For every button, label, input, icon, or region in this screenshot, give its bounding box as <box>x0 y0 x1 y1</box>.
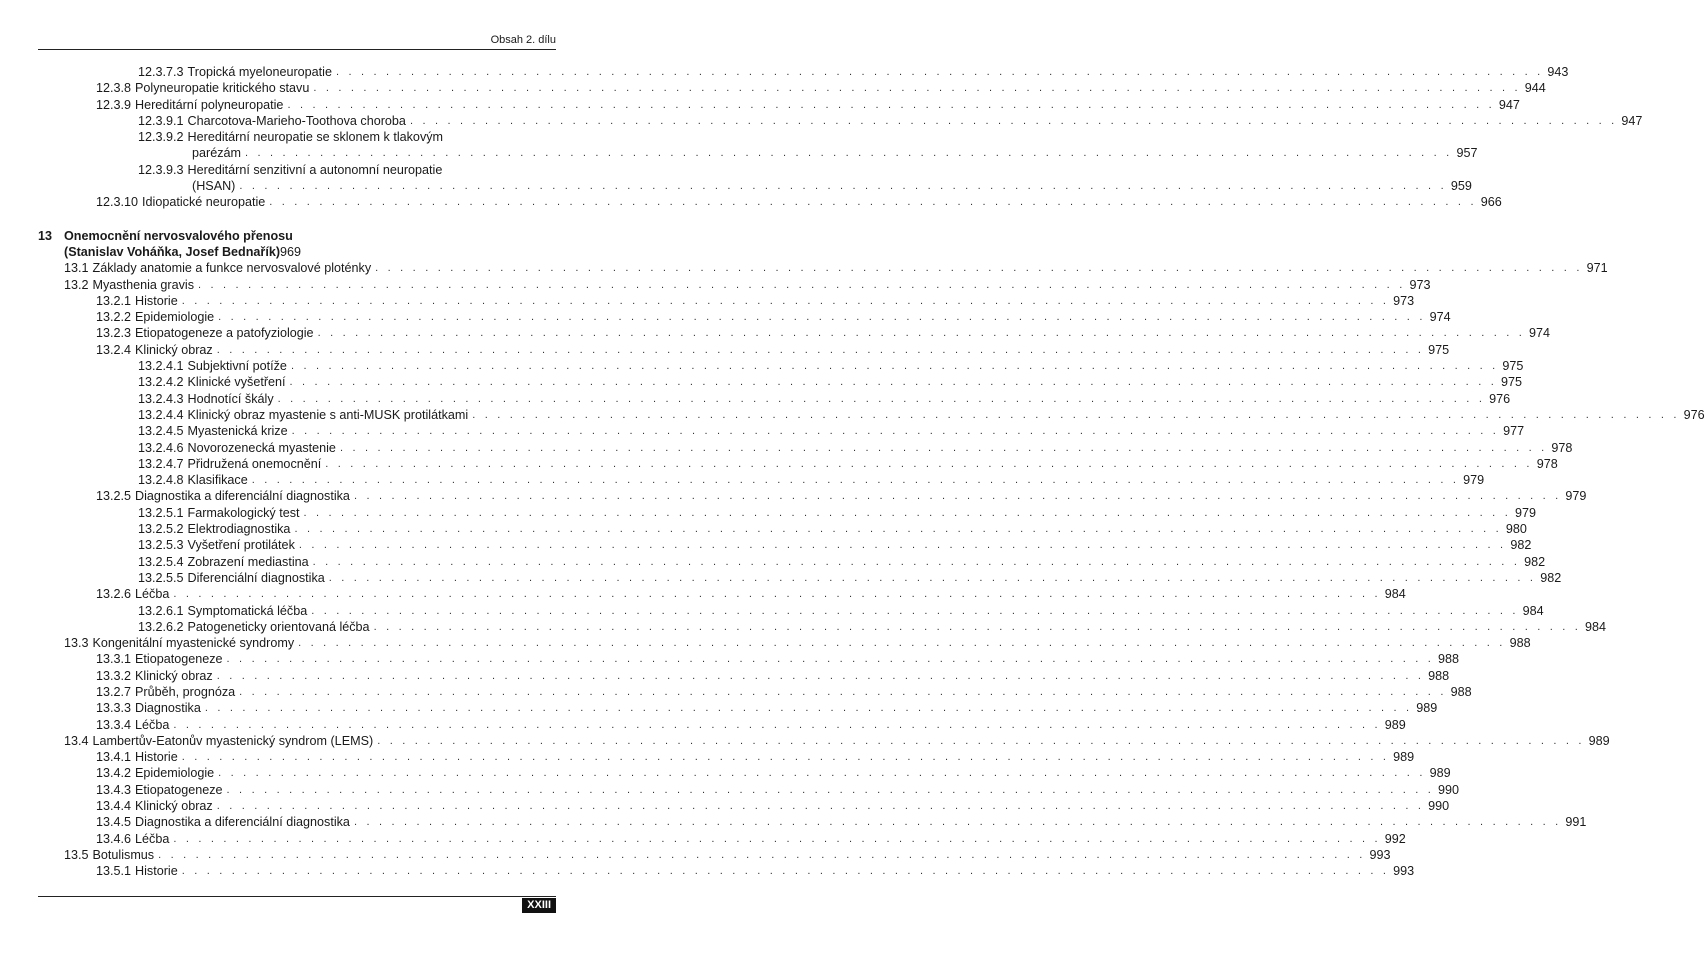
header-rule <box>38 49 556 50</box>
leader-dots <box>217 798 1424 814</box>
toc-page-number: 975 <box>1500 375 1522 390</box>
toc-number: 13.2.4.3 <box>138 391 184 406</box>
toc-entry <box>38 488 1587 504</box>
leader-dots <box>182 863 1389 879</box>
toc-title: Klinický obraz <box>135 668 213 683</box>
section-gap <box>38 211 556 228</box>
leader-dots <box>292 423 1499 439</box>
toc-number: 13.2.5.5 <box>138 570 184 585</box>
toc-page-number: 974 <box>1529 326 1551 341</box>
leader-dots <box>205 700 1412 716</box>
toc-page-number: 989 <box>1588 733 1610 748</box>
toc-page-number: 989 <box>1416 701 1438 716</box>
leader-dots <box>252 472 1459 488</box>
toc-entry <box>38 782 1459 798</box>
leader-dots <box>377 733 1584 749</box>
toc-page-number: 979 <box>1565 489 1587 504</box>
toc-entry <box>38 456 1558 472</box>
leader-dots <box>158 847 1365 863</box>
leader-dots <box>245 145 1452 161</box>
toc-entry <box>38 570 1562 586</box>
toc-number: 12.3.8 <box>96 81 132 96</box>
toc-entry-continuation <box>38 145 1478 161</box>
leader-dots <box>239 178 1446 194</box>
toc-entry <box>38 194 1502 210</box>
chapter-heading <box>38 228 556 244</box>
toc-title: Charcotova-Marieho-Toothova choroba <box>187 113 406 128</box>
toc-page-number: 988 <box>1437 652 1459 667</box>
toc-entry <box>38 603 1544 619</box>
toc-entry <box>38 847 1391 863</box>
leader-dots <box>336 64 1543 80</box>
toc-page-number: 988 <box>1428 668 1450 683</box>
footer-rule <box>38 896 556 897</box>
toc-number: 13.1 <box>64 261 89 276</box>
toc-entry <box>38 537 1532 553</box>
toc-page-number: 974 <box>1429 310 1451 325</box>
toc-entry <box>38 651 1459 667</box>
leader-dots <box>299 537 1506 553</box>
toc-page-number: 973 <box>1409 277 1431 292</box>
toc-number: 12.3.9.1 <box>138 113 184 128</box>
leader-dots <box>375 260 1582 276</box>
toc-entry <box>38 113 1643 129</box>
toc-number: 13.3.2 <box>96 668 132 683</box>
toc-title: Lambertův-Eatonův myastenický syndrom (LEMS) <box>92 733 374 748</box>
toc-number: 13.2.4.5 <box>138 424 184 439</box>
toc-page-number: 989 <box>1384 717 1406 732</box>
toc-entry <box>38 505 1536 521</box>
toc-page-number: 993 <box>1393 864 1415 879</box>
leader-dots <box>218 309 1425 325</box>
toc-title: Novorozenecká myastenie <box>187 440 336 455</box>
toc-title: Historie <box>135 750 178 765</box>
toc-page-number: 982 <box>1510 538 1532 553</box>
toc-number: 13.2.5.2 <box>138 522 184 537</box>
toc-title: Polyneuropatie kritického stavu <box>135 81 310 96</box>
toc-entry <box>38 863 1415 879</box>
leader-dots <box>313 80 1520 96</box>
toc-number: 13.2.4.7 <box>138 456 184 471</box>
toc-number: 13.3.4 <box>96 717 132 732</box>
toc-number: 13.2.3 <box>96 326 132 341</box>
leader-dots <box>239 684 1446 700</box>
leader-dots <box>218 765 1425 781</box>
toc-title: Diagnostika <box>135 701 201 716</box>
toc-number: 13.2.4.4 <box>138 407 184 422</box>
toc-page-number: 988 <box>1450 684 1472 699</box>
toc-number: 13.4.4 <box>96 799 132 814</box>
toc-entry <box>38 733 1610 749</box>
toc-page-number: 947 <box>1498 97 1520 112</box>
chapter-page-number: 969 <box>280 244 302 259</box>
toc-entry <box>38 814 1587 830</box>
leader-dots <box>198 277 1405 293</box>
toc-entry <box>38 309 1451 325</box>
toc-title: Diferenciální diagnostika <box>187 570 325 585</box>
toc-number: 13.4 <box>64 733 89 748</box>
toc-page-number: 984 <box>1522 603 1544 618</box>
toc-page-number: 982 <box>1524 554 1546 569</box>
toc-number: 13.2.4.6 <box>138 440 184 455</box>
toc-entry <box>38 684 1472 700</box>
toc-entry <box>38 407 1705 423</box>
toc-title: Klinický obraz <box>135 342 213 357</box>
toc-title: Patogeneticky orientovaná léčba <box>187 619 370 634</box>
toc-entry <box>38 162 556 178</box>
leader-dots <box>227 782 1434 798</box>
toc-entry <box>38 717 1406 733</box>
leader-dots <box>374 619 1581 635</box>
toc-entry <box>38 521 1527 537</box>
toc-number: 13.2.5.3 <box>138 538 184 553</box>
toc-title: Myasthenia gravis <box>92 277 195 292</box>
toc-entry <box>38 554 1546 570</box>
toc-page-number: 982 <box>1540 570 1562 585</box>
leader-dots <box>318 325 1525 341</box>
running-header: Obsah 2. dílu <box>490 34 556 46</box>
leader-dots <box>329 570 1536 586</box>
leader-dots <box>325 456 1532 472</box>
leader-dots <box>173 717 1380 733</box>
toc-entry <box>38 635 1531 651</box>
toc-number: 13.2.5 <box>96 489 132 504</box>
page-number-badge: XXIII <box>522 898 556 913</box>
toc-title: Hodnotící škály <box>187 391 274 406</box>
toc-number: 12.3.7.3 <box>138 65 184 79</box>
leader-dots <box>182 293 1389 309</box>
toc-title: Klasifikace <box>187 473 248 488</box>
toc-title: Epidemiologie <box>135 766 215 781</box>
toc-page-number: 979 <box>1514 505 1536 520</box>
toc-number: 13.2.1 <box>96 293 132 308</box>
toc-title: Kongenitální myastenické syndromy <box>92 636 295 651</box>
toc-title: Hereditární neuropatie se sklonem k tlakovým <box>187 130 444 145</box>
toc-title-cont: parézám <box>192 146 241 161</box>
toc-page-number: 984 <box>1585 619 1607 634</box>
toc-number: 13.5.1 <box>96 864 132 879</box>
toc-page-number: 984 <box>1384 587 1406 602</box>
toc-page-number: 989 <box>1393 750 1415 765</box>
toc-entry <box>38 423 1525 439</box>
toc-entry <box>38 342 1450 358</box>
toc-entry <box>38 619 1607 635</box>
toc-number: 13.2.4.1 <box>138 359 184 374</box>
toc-number: 13.4.6 <box>96 831 132 846</box>
toc-number: 13.4.2 <box>96 766 132 781</box>
toc-number: 12.3.9 <box>96 97 132 112</box>
toc-title: Subjektivní potíže <box>187 359 287 374</box>
leader-dots <box>340 440 1547 456</box>
table-of-contents <box>38 64 1705 880</box>
toc-title: Diagnostika a diferenciální diagnostika <box>135 815 350 830</box>
toc-number: 13.2.5.1 <box>138 505 184 520</box>
toc-title: Klinické vyšetření <box>187 375 286 390</box>
toc-number: 13.5 <box>64 847 89 862</box>
toc-page-number: 976 <box>1683 407 1705 422</box>
leader-dots <box>354 814 1561 830</box>
toc-page-number: 978 <box>1551 440 1573 455</box>
toc-entry <box>38 358 1524 374</box>
toc-entry <box>38 97 1520 113</box>
toc-title: Botulismus <box>92 847 155 862</box>
toc-number: 13.2.6 <box>96 587 132 602</box>
toc-entry <box>38 472 1485 488</box>
toc-title: Hereditární senzitivní a autonomní neuropatie <box>187 162 443 177</box>
toc-number: 13.2.4.2 <box>138 375 184 390</box>
toc-number: 13.2.2 <box>96 310 132 325</box>
leader-dots <box>217 342 1424 358</box>
toc-number: 12.3.9.3 <box>138 162 184 177</box>
toc-number: 13.4.5 <box>96 815 132 830</box>
toc-entry <box>38 586 1406 602</box>
leader-dots <box>182 749 1389 765</box>
toc-page-number: 977 <box>1503 424 1525 439</box>
toc-entry <box>38 129 556 145</box>
toc-page-number: 975 <box>1502 359 1524 374</box>
toc-entry <box>38 260 1608 276</box>
toc-page-number: 991 <box>1565 815 1587 830</box>
leader-dots <box>278 391 1485 407</box>
toc-page-number: 975 <box>1428 342 1450 357</box>
toc-page-number: 992 <box>1384 831 1406 846</box>
chapter-authors <box>38 244 556 260</box>
toc-page-number: 959 <box>1450 179 1472 194</box>
toc-page-number: 957 <box>1456 146 1478 161</box>
toc-title: Zobrazení mediastina <box>187 554 309 569</box>
toc-number: 13.3 <box>64 636 89 651</box>
toc-number: 12.3.10 <box>96 195 139 210</box>
toc-title: Léčba <box>135 587 170 602</box>
toc-title: Klinický obraz myastenie s anti-MUSK protilátkami <box>187 407 469 422</box>
toc-number: 13.2.4 <box>96 342 132 357</box>
toc-title: Přidružená onemocnění <box>187 456 322 471</box>
toc-entry <box>38 668 1450 684</box>
toc-title: Elektrodiagnostika <box>187 522 291 537</box>
toc-page-number: 979 <box>1463 473 1485 488</box>
toc-number: 13.2.7 <box>96 684 132 699</box>
toc-number: 13.2.6.1 <box>138 603 184 618</box>
leader-dots <box>354 488 1561 504</box>
toc-title: Základy anatomie a funkce nervosvalové ploténky <box>92 261 372 276</box>
leader-dots <box>217 668 1424 684</box>
toc-number: 13.4.3 <box>96 782 132 797</box>
leader-dots <box>313 554 1520 570</box>
toc-entry-continuation <box>38 178 1472 194</box>
chapter-number: 13 <box>38 228 53 243</box>
toc-page-number: 973 <box>1393 293 1415 308</box>
leader-dots <box>290 374 1497 390</box>
leader-dots <box>410 113 1617 129</box>
toc-title: Etiopatogeneze a patofyziologie <box>135 326 314 341</box>
toc-title: Etiopatogeneze <box>135 652 223 667</box>
toc-page-number: 990 <box>1437 782 1459 797</box>
leader-dots <box>304 505 1511 521</box>
toc-title: Hereditární polyneuropatie <box>135 97 284 112</box>
toc-page-number: 990 <box>1428 799 1450 814</box>
toc-page-number: 944 <box>1524 81 1546 96</box>
toc-entry <box>38 440 1573 456</box>
toc-title: Myastenická krize <box>187 424 288 439</box>
toc-page-number: 989 <box>1429 766 1451 781</box>
toc-title: Průběh, prognóza <box>135 684 236 699</box>
leader-dots <box>311 603 1518 619</box>
toc-number: 13.3.3 <box>96 701 132 716</box>
chapter-title: Onemocnění nervosvalového přenosu <box>64 228 293 243</box>
toc-number: 13.4.1 <box>96 750 132 765</box>
leader-dots <box>291 358 1498 374</box>
toc-title: Epidemiologie <box>135 310 215 325</box>
toc-title: Idiopatické neuropatie <box>142 195 266 210</box>
toc-entry <box>38 391 1511 407</box>
toc-title: Historie <box>135 864 178 879</box>
toc-title-cont: (HSAN) <box>192 179 236 194</box>
toc-entry <box>38 765 1451 781</box>
leader-dots <box>294 521 1501 537</box>
toc-title: Tropická myeloneuropatie <box>187 65 332 79</box>
toc-title: Farmakologický test <box>187 505 300 520</box>
toc-title: Diagnostika a diferenciální diagnostika <box>135 489 350 504</box>
toc-entry <box>38 700 1438 716</box>
toc-title: Etiopatogeneze <box>135 782 223 797</box>
toc-entry <box>38 749 1415 765</box>
leader-dots <box>269 194 1476 210</box>
toc-number: 13.2.6.2 <box>138 619 184 634</box>
toc-title: Klinický obraz <box>135 799 213 814</box>
toc-entry <box>38 80 1546 96</box>
leader-dots <box>227 651 1434 667</box>
toc-page-number: 966 <box>1480 195 1502 210</box>
toc-title: Symptomatická léčba <box>187 603 308 618</box>
toc-number: 13.2.5.4 <box>138 554 184 569</box>
toc-number: 13.2.4.8 <box>138 473 184 488</box>
toc-entry <box>38 293 1415 309</box>
toc-entry <box>38 374 1522 390</box>
toc-entry <box>38 277 1431 293</box>
toc-number: 13.3.1 <box>96 652 132 667</box>
toc-page-number: 978 <box>1536 456 1558 471</box>
toc-page-number: 971 <box>1586 261 1608 276</box>
toc-title: Vyšetření protilátek <box>187 538 295 553</box>
toc-page-number: 980 <box>1505 522 1527 537</box>
toc-title: Léčba <box>135 717 170 732</box>
toc-entry <box>38 64 1569 80</box>
leader-dots <box>173 831 1380 847</box>
toc-title: Historie <box>135 293 178 308</box>
toc-entry <box>38 798 1450 814</box>
toc-page-number: 976 <box>1489 391 1511 406</box>
toc-page-number: 947 <box>1621 113 1643 128</box>
toc-number: 13.2 <box>64 277 89 292</box>
leader-dots <box>287 97 1494 113</box>
toc-entry <box>38 325 1551 341</box>
toc-page-number: 943 <box>1547 65 1569 79</box>
toc-number: 12.3.9.2 <box>138 130 184 145</box>
chapter-authors-text: (Stanislav Voháňka, Josef Bednařík) <box>64 244 281 259</box>
toc-page-number: 993 <box>1369 847 1391 862</box>
toc-page-number: 988 <box>1509 636 1531 651</box>
toc-title: Léčba <box>135 831 170 846</box>
toc-entry <box>38 831 1406 847</box>
leader-dots <box>472 407 1679 423</box>
leader-dots <box>173 586 1380 602</box>
leader-dots <box>298 635 1505 651</box>
